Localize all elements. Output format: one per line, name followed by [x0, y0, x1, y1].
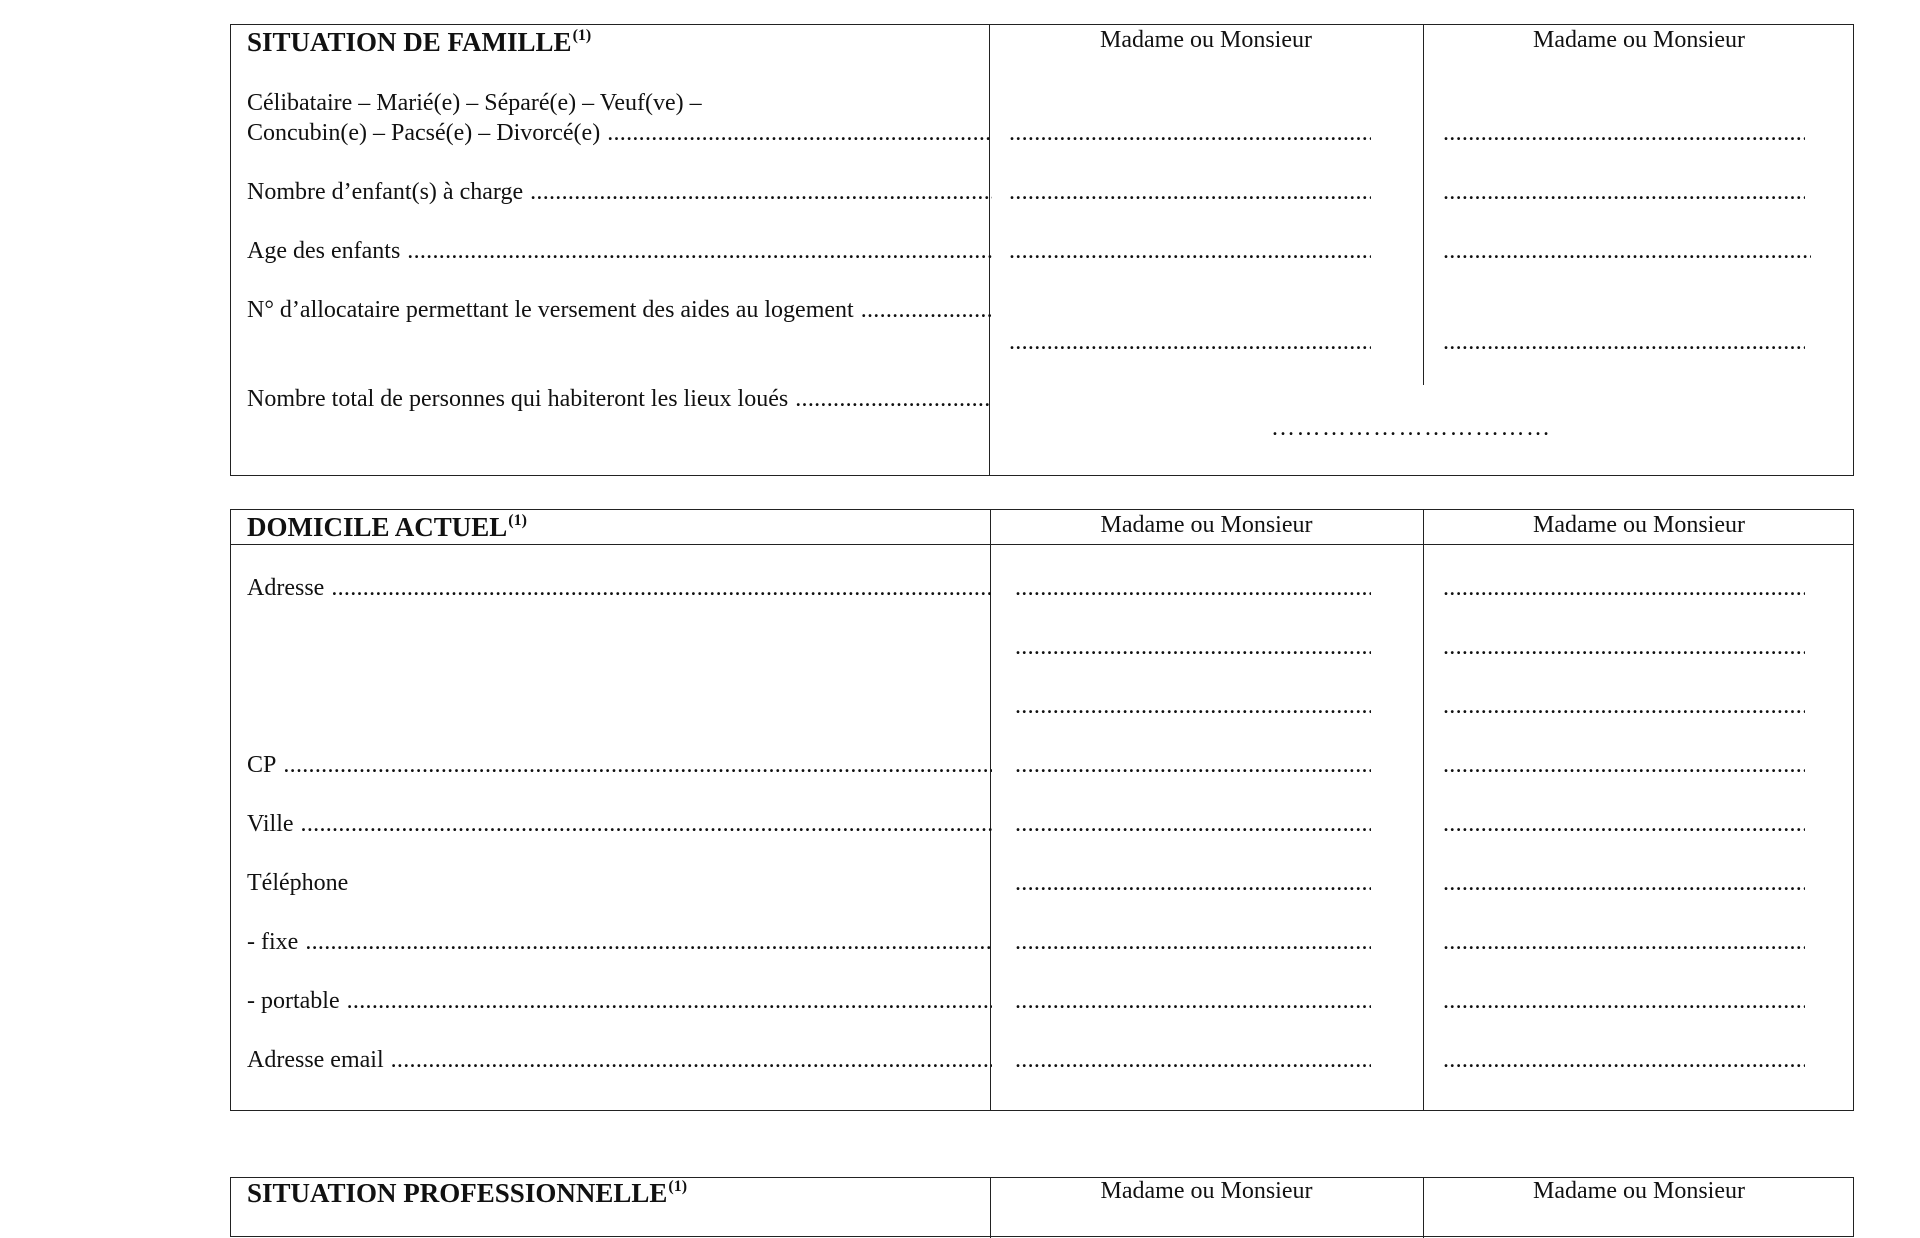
leader-dots: [407, 236, 992, 266]
leader-dots: [530, 177, 992, 207]
domicile-ville-row: [247, 809, 992, 839]
famille-age-row: [247, 236, 992, 266]
domicile-title: [247, 512, 527, 543]
domicile-divider-2: [1423, 510, 1424, 1110]
domicile-adresse-field-1a[interactable]: [1015, 573, 1371, 603]
famille-title-note: (1): [572, 27, 592, 44]
leader-dots: [283, 750, 992, 780]
domicile-cp-label: CP: [247, 752, 277, 778]
pro-col2-header: Madame ou Monsieur: [1533, 1178, 1745, 1204]
domicile-fixe-row: [247, 927, 992, 957]
domicile-cp-row: [247, 750, 992, 780]
domicile-section: [230, 509, 1854, 1111]
famille-enfants-label: Nombre d’enfant(s) à charge: [247, 179, 524, 205]
famille-total-field[interactable]: ……………………………: [1271, 415, 1552, 441]
domicile-adresse-field-2a[interactable]: [1443, 573, 1805, 603]
leader-dots: [607, 118, 992, 148]
domicile-email-field-1[interactable]: [1015, 1045, 1371, 1075]
domicile-adresse-field-2c[interactable]: [1443, 691, 1805, 721]
domicile-cp-field-2[interactable]: [1443, 750, 1805, 780]
famille-allocataire-field-1[interactable]: [1009, 327, 1371, 357]
domicile-portable-field-1[interactable]: [1015, 986, 1371, 1016]
famille-total-row: [247, 384, 992, 414]
famille-status-label-2: Concubin(e) – Pacsé(e) – Divorcé(e): [247, 120, 601, 146]
leader-dots: [347, 986, 992, 1016]
famille-section: [230, 24, 1854, 476]
domicile-cp-field-1[interactable]: [1015, 750, 1371, 780]
leader-dots: [795, 384, 992, 414]
domicile-adresse-field-2b[interactable]: [1443, 632, 1805, 662]
domicile-adresse-field-1c[interactable]: [1015, 691, 1371, 721]
domicile-ville-field-2[interactable]: [1443, 809, 1805, 839]
domicile-ville-label: Ville: [247, 811, 294, 837]
domicile-adresse-label: Adresse: [247, 575, 325, 601]
famille-title-text: SITUATION DE FAMILLE: [247, 27, 572, 57]
domicile-email-row: [247, 1045, 992, 1075]
famille-age-field-2[interactable]: [1443, 236, 1811, 266]
domicile-email-label: Adresse email: [247, 1047, 384, 1073]
domicile-fixe-field-1[interactable]: [1015, 927, 1371, 957]
domicile-title-text: DOMICILE ACTUEL: [247, 512, 508, 542]
domicile-title-note: (1): [508, 512, 527, 529]
famille-allocataire-label: N° d’allocataire permettant le versement des aides au logement: [247, 297, 854, 323]
famille-total-label: Nombre total de personnes qui habiteront les lieux loués: [247, 386, 789, 412]
famille-status-row: [247, 118, 992, 148]
leader-dots: [305, 927, 992, 957]
domicile-telephone-field-1[interactable]: [1015, 868, 1371, 898]
domicile-col2-header: Madame ou Monsieur: [1533, 512, 1745, 538]
famille-enfants-row: [247, 177, 992, 207]
famille-status-field-1[interactable]: [1009, 118, 1371, 148]
domicile-fixe-label: - fixe: [247, 929, 299, 955]
famille-status-field-2[interactable]: [1443, 118, 1805, 148]
domicile-col1-header: Madame ou Monsieur: [1100, 512, 1313, 538]
domicile-ville-field-1[interactable]: [1015, 809, 1371, 839]
pro-title: [247, 1178, 687, 1209]
famille-age-field-1[interactable]: [1009, 236, 1371, 266]
domicile-telephone-label: Téléphone: [247, 870, 349, 896]
pro-section: [230, 1177, 1854, 1237]
famille-age-label: Age des enfants: [247, 238, 401, 264]
famille-enfants-field-1[interactable]: [1009, 177, 1371, 207]
famille-col1-header: Madame ou Monsieur: [1100, 27, 1312, 53]
leader-dots: [391, 1045, 992, 1075]
famille-divider-2: [1423, 25, 1424, 385]
leader-dots: [301, 809, 992, 839]
famille-enfants-field-2[interactable]: [1443, 177, 1805, 207]
domicile-fixe-field-2[interactable]: [1443, 927, 1805, 957]
domicile-telephone-field-2[interactable]: [1443, 868, 1805, 898]
pro-title-note: (1): [668, 1178, 688, 1195]
famille-allocataire-row: [247, 295, 992, 325]
famille-title: [247, 27, 591, 58]
leader-dots: [331, 573, 992, 603]
leader-dots: [861, 295, 992, 325]
domicile-email-field-2[interactable]: [1443, 1045, 1805, 1075]
domicile-portable-row: [247, 986, 992, 1016]
domicile-portable-field-2[interactable]: [1443, 986, 1805, 1016]
domicile-portable-label: - portable: [247, 988, 340, 1014]
famille-col2-header: Madame ou Monsieur: [1533, 27, 1745, 53]
domicile-adresse-row: [247, 573, 992, 603]
famille-status-label: Célibataire – Marié(e) – Séparé(e) – Veuf(ve) –: [247, 90, 702, 116]
pro-col1-header: Madame ou Monsieur: [1100, 1178, 1313, 1204]
famille-allocataire-field-2[interactable]: [1443, 327, 1805, 357]
domicile-header-rule: [231, 544, 1853, 545]
pro-title-text: SITUATION PROFESSIONNELLE: [247, 1178, 668, 1208]
domicile-adresse-field-1b[interactable]: [1015, 632, 1371, 662]
